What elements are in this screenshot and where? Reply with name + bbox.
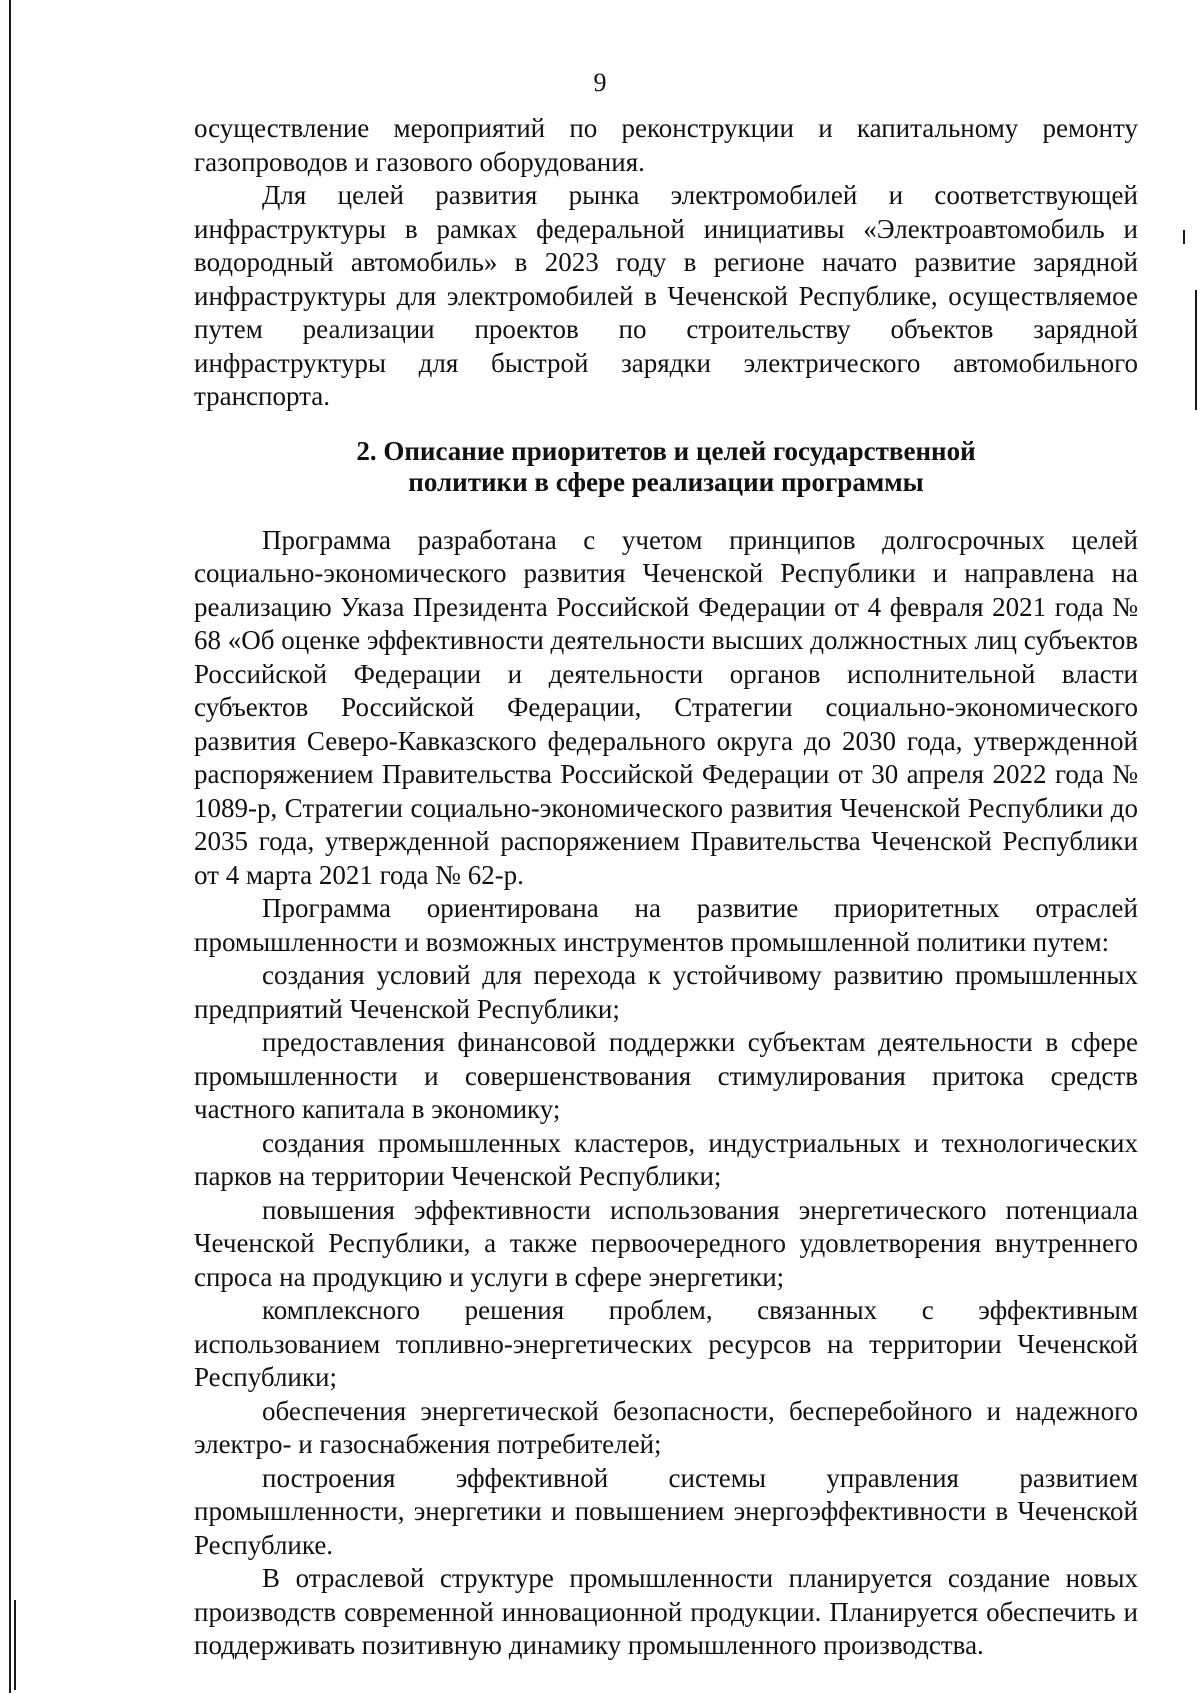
list-item: создания условий для перехода к устойчивому развитию промышленных предприятий Чеченской Республики; [194,960,1138,1024]
scan-edge-line [1195,290,1197,410]
paragraph: В отраслевой структуре промышленности планируется создание новых производств современной инновационной продукции. Планируется обеспечить и поддерживать позитивную динамику промышленного производства. [194,1563,1138,1660]
scan-edge-line [9,0,11,1693]
section-heading [194,436,1138,498]
scan-edge-line [14,1600,16,1690]
document-body [194,112,1138,1663]
page-number: 9 [593,68,607,97]
list-item: повышения эффективности использования энергетического потенциала Чеченской Республики, а также первоочередного удовлетворения внутреннего спроса на продукцию и услуги в сфере энергетики; [194,1194,1138,1292]
paragraph: Программа ориентирована на развитие приоритетных отраслей промышленности и возможных инструментов промышленной политики путем: [194,893,1138,957]
list-item: обеспечения энергетической безопасности, бесперебойного и надежного электро- и газоснабжения потребителей; [194,1395,1138,1459]
section-heading-line: политики в сфере реализации программы [408,466,924,497]
list-item: создания промышленных кластеров, индустриальных и технологических парков на территории Чеченской Республики; [194,1127,1138,1191]
paragraph: Программа разработана с учетом принципов долгосрочных целей социально-экономического развития Чеченской Республики и направлена на реализацию Указа Президента Российской Федерации от 4 февраля 2021 года № 68 «Об оценке эффективности деятельности высших должностных лиц субъектов Российской Федерации и деятельности органов исполнительной власти субъектов Российской Федерации, Стратегии социально-экономического развития Северо-Кавказского федерального округа до 2030 года, утвержденной распоряжением Правительства Российской Федерации от 30 апреля 2022 года № 1089-р, Стратегии социально-экономического развития Чеченской Республики до 2035 года, утвержденной распоряжением Правительства Чеченской Республики от 4 марта 2021 года № 62-р. [194,524,1138,890]
list-item: комплексного решения проблем, связанных с эффективным использованием топливно-энергетических ресурсов на территории Чеченской Республики; [194,1295,1138,1392]
paragraph: осуществление мероприятий по реконструкции и капитальному ремонту газопроводов и газового оборудования. [194,113,1138,177]
list-item: предоставления финансовой поддержки субъектам деятельности в сфере промышленности и совершенствования стимулирования притока средств частного капитала в экономику; [194,1027,1138,1124]
list-item: построения эффективной системы управления развитием промышленности, энергетики и повышением энергоэффективности в Чеченской Республике. [194,1462,1138,1560]
paragraph: Для целей развития рынка электромобилей и соответствующей инфраструктуры в рамках федеральной инициативы «Электроавтомобиль и водородный автомобиль» в 2023 году в регионе начато развитие зарядной инфраструктуры для электромобилей в Чеченской Республике, осуществляемое путем реализации проектов по строительству объектов зарядной инфраструктуры для быстрой зарядки электрического автомобильного транспорта. [194,180,1138,411]
scan-edge-mark [1183,230,1185,244]
section-heading-line: 2. Описание приоритетов и целей государственной [356,435,976,466]
